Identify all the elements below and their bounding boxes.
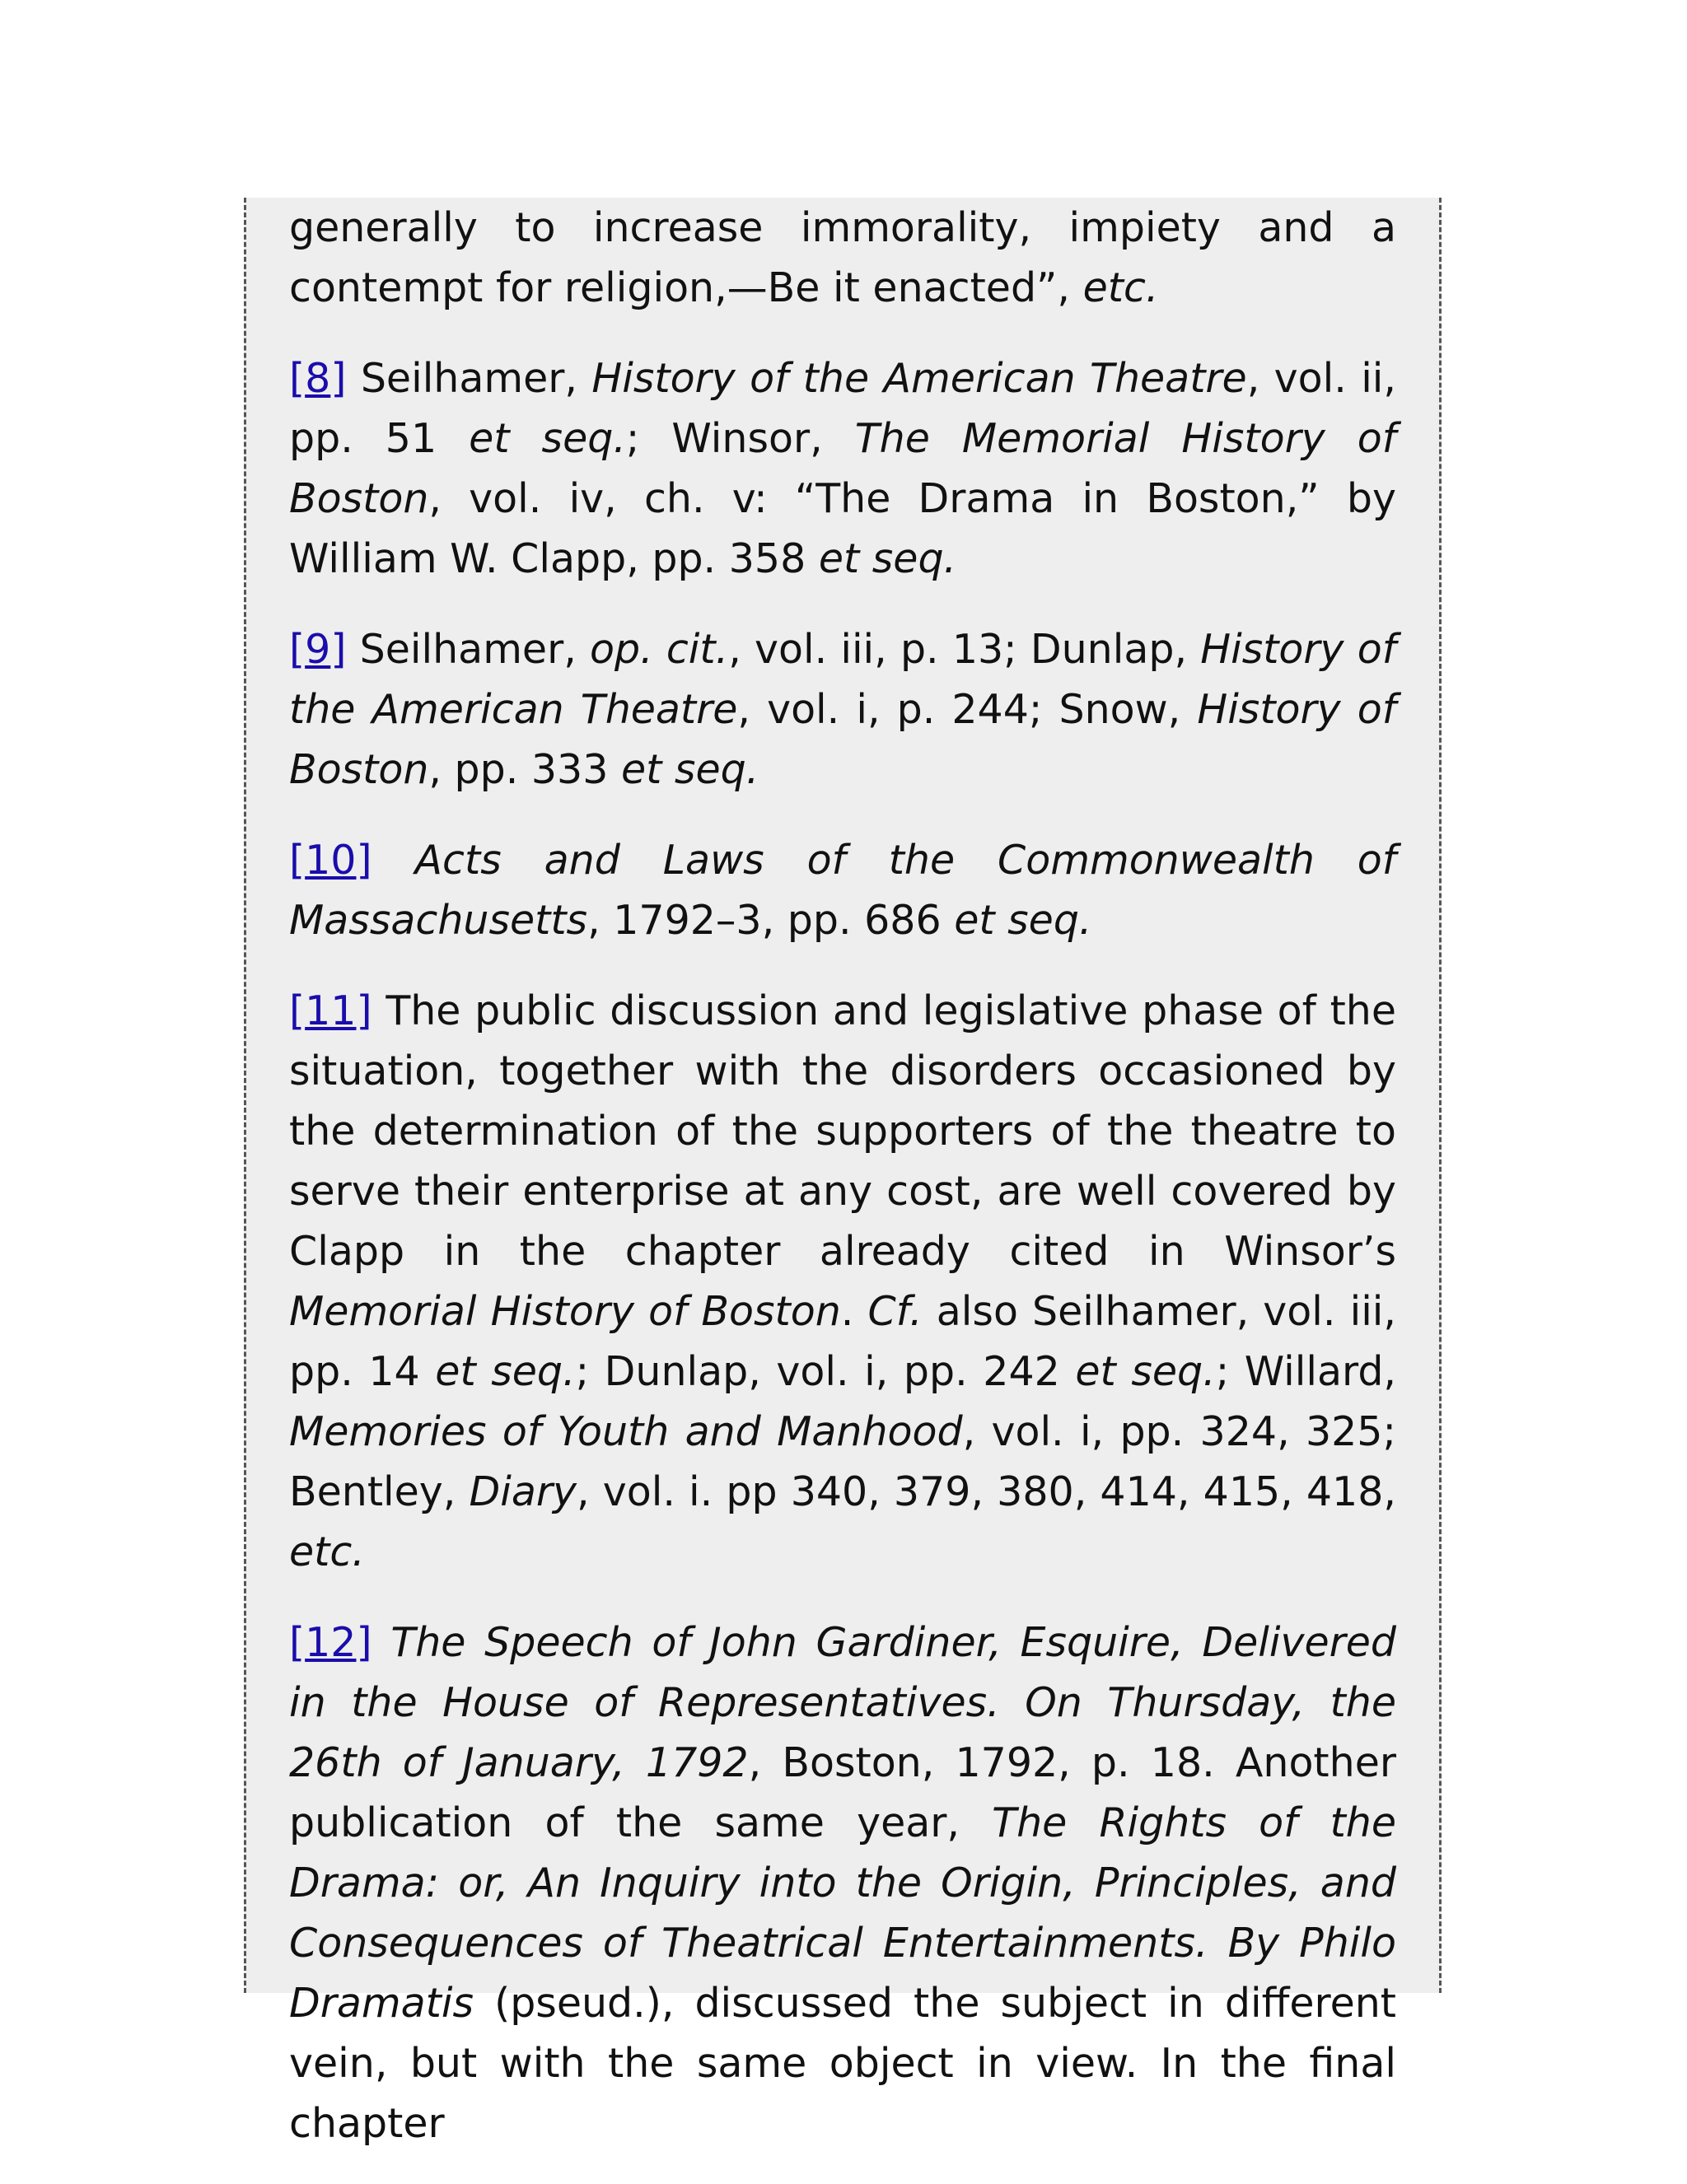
italic-text: Cf.	[867, 1288, 923, 1335]
footnote-number[interactable]: 10	[305, 837, 357, 884]
italic-text: History of the American Theatre	[289, 626, 1396, 733]
body-text: , Boston, 1792, p. 18. Another publication of the same year,	[289, 1739, 1396, 1846]
body-text: Seilhamer,	[359, 626, 590, 673]
body-text: The public discussion and legislative phase of the situation, together with the disorders occasioned by the determination of the supporters of the theatre to serve their enterprise at any cost, are well covered by Clapp in the chapter already cited in Winsor’s	[289, 987, 1396, 1275]
footnote-10	[289, 830, 1396, 950]
body-text: (pseud.), discussed the subject in different vein, but with the same object in view. In the final chapter	[289, 1980, 1396, 2147]
footnote-anchor-link[interactable]: [8]	[289, 355, 347, 402]
body-text: , pp. 333	[428, 746, 621, 793]
body-text: , vol. iv, ch. v: “The Drama in Boston,” by William W. Clapp, pp. 358	[289, 475, 1396, 582]
italic-text: etc.	[1082, 264, 1159, 311]
page-content-box	[244, 198, 1442, 2147]
footnote-anchor-link[interactable]: [11]	[289, 987, 372, 1034]
footnote-11	[289, 981, 1396, 1582]
italic-text: etc.	[289, 1528, 365, 1575]
body-text: generally to increase immorality, impiety and a contempt for religion,—Be it enacted”,	[289, 204, 1396, 311]
body-text: , vol. i, p. 244; Snow,	[737, 686, 1198, 733]
body-text: .	[840, 1288, 868, 1335]
footnote-anchor-link[interactable]: [10]	[289, 837, 372, 884]
footnote-8	[289, 348, 1396, 589]
italic-text: Memories of Youth and Manhood	[289, 1408, 963, 1455]
footnote-9	[289, 619, 1396, 800]
italic-text: et seq.	[469, 415, 626, 462]
italic-text: Memorial History of Boston	[289, 1288, 841, 1335]
footnote-number[interactable]: 9	[305, 626, 331, 673]
footnote-number[interactable]: 11	[305, 987, 357, 1034]
italic-text: The Rights of the Drama: or, An Inquiry into the Origin, Principles, and Consequences of Theatrical Entertainments. By Philo Dramatis	[289, 1799, 1396, 2027]
italic-text: et seq.	[818, 535, 957, 582]
body-text: ; Willard,	[1215, 1348, 1396, 1395]
italic-text: History of the American Theatre	[591, 355, 1247, 402]
italic-text: The Memorial History of Boston	[289, 415, 1396, 522]
italic-text: The Speech of John Gardiner, Esquire, Delivered in the House of Representatives. On Thursday, the 26th of January, 1792	[289, 1619, 1396, 1786]
footnotes-list	[289, 198, 1396, 2184]
italic-text: et seq.	[435, 1348, 576, 1395]
body-text: also Seilhamer, vol. iii, pp. 14	[289, 1288, 1396, 1395]
italic-text: Acts and Laws of the Commonwealth of Massachusetts	[289, 837, 1397, 944]
footnote-anchor-link[interactable]: [9]	[289, 626, 347, 673]
body-text: Seilhamer,	[360, 355, 592, 402]
body-text: , vol. i, pp. 324, 325; Bentley,	[289, 1408, 1396, 1515]
body-text: , vol. iii, p. 13; Dunlap,	[728, 626, 1201, 673]
footnote-number[interactable]: 8	[305, 355, 331, 402]
footnote-continuation	[289, 198, 1396, 318]
footnote-anchor-link[interactable]: [12]	[289, 1619, 372, 1666]
body-text: , vol. i. pp 340, 379, 380, 414, 415, 418,	[577, 1468, 1396, 1515]
italic-text: et seq.	[1075, 1348, 1216, 1395]
italic-text: et seq.	[621, 746, 759, 793]
body-text: , 1792–3, pp. 686	[587, 897, 955, 944]
italic-text: Diary	[469, 1468, 577, 1515]
italic-text: et seq.	[954, 897, 1092, 944]
footnote-12	[289, 1612, 1396, 2154]
italic-text: op. cit.	[590, 626, 729, 673]
italic-text: History of Boston	[289, 686, 1396, 793]
body-text: ; Winsor,	[625, 415, 855, 462]
footnote-number[interactable]: 12	[305, 1619, 357, 1666]
body-text: ; Dunlap, vol. i, pp. 242	[575, 1348, 1076, 1395]
body-text: , vol. ii, pp. 51	[289, 355, 1397, 462]
